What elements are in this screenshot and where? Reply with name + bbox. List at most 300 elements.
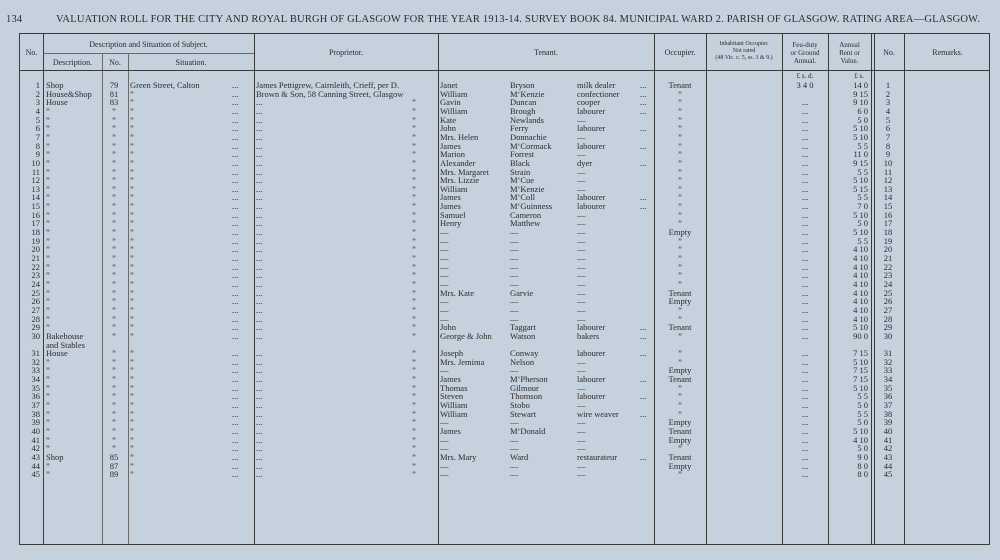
cell-feu: ... — [801, 461, 809, 471]
cell-sit: ” — [130, 106, 134, 116]
cell-dno: ” — [112, 314, 116, 324]
cell-pd: ” — [412, 202, 416, 212]
cell-feu: ... — [801, 115, 809, 125]
cell-dno: ” — [112, 427, 116, 436]
cell-no: 26 — [31, 297, 40, 307]
table-row — [20, 185, 991, 194]
cell-sit: ” — [130, 461, 134, 471]
col-rent-2: Rent or — [839, 49, 860, 57]
cell-pd: ” — [412, 314, 416, 324]
cell-n2: 1 — [885, 81, 891, 90]
cell-occupier: ” — [678, 158, 682, 168]
cell-n2: 7 — [885, 132, 891, 142]
cell-first: Mrs. Kate — [440, 288, 474, 298]
cell-n2: 3 — [885, 98, 891, 108]
cell-feu: ... — [801, 323, 809, 333]
cell-occupier: ” — [678, 262, 682, 272]
cell-prop: ... — [256, 375, 263, 385]
cell-prop: ... — [256, 132, 263, 142]
cell-feu: ... — [801, 245, 809, 255]
cell-sur: Ward — [510, 452, 529, 462]
table-row — [20, 133, 991, 142]
cell-no: 37 — [31, 401, 40, 411]
rent-currency: £ s. — [854, 72, 864, 80]
col-feu-3: Annual. — [793, 57, 817, 65]
cell-sit: ” — [130, 366, 134, 376]
cell-occ: labourer — [577, 375, 606, 385]
cell-sur: Duncan — [510, 98, 537, 108]
cell-first: Alexander — [440, 158, 476, 168]
cell-feu: ... — [801, 202, 809, 212]
cell-occupier: ” — [678, 132, 682, 142]
cell-n2: 35 — [883, 383, 893, 393]
cell-sd: ... — [232, 254, 239, 263]
cell-prop: ... — [256, 141, 263, 151]
cell-desc: ” — [46, 357, 50, 367]
cell-od: ... — [640, 81, 647, 90]
cell-no: 25 — [31, 288, 40, 298]
cell-occ: — — [577, 254, 586, 263]
cell-first: — — [440, 470, 449, 480]
cell-od: ... — [640, 392, 647, 402]
cell-occ: — — [577, 228, 586, 238]
cell-rent: 4 10 — [853, 314, 868, 324]
cell-sd: ... — [232, 81, 239, 90]
cell-first: George & John — [440, 331, 492, 341]
cell-sit: ” — [130, 392, 134, 402]
table-row — [20, 245, 991, 254]
cell-sd: ... — [232, 409, 239, 419]
cell-sit: ” — [130, 314, 134, 324]
table-row — [20, 349, 991, 358]
cell-feu: ... — [801, 366, 809, 376]
cell-n2: 34 — [883, 375, 893, 385]
cell-first: Mrs. Lizzie — [440, 176, 480, 186]
cell-first: — — [440, 254, 449, 263]
cell-n2: 27 — [883, 305, 893, 315]
cell-no: 9 — [35, 150, 40, 160]
cell-sd: ... — [232, 452, 239, 462]
cell-n2: 31 — [883, 349, 893, 359]
cell-feu: ... — [801, 375, 809, 385]
cell-pd: ” — [412, 193, 416, 203]
cell-feu: ... — [801, 392, 809, 402]
table-row — [20, 176, 991, 185]
cell-sd: ... — [232, 323, 239, 333]
col-occupier: Occupier. — [664, 48, 696, 57]
cell-first: — — [440, 262, 449, 272]
cell-desc: ” — [46, 184, 50, 194]
cell-prop: ... — [256, 401, 263, 411]
cell-pd: ” — [412, 98, 416, 108]
cell-sd: ... — [232, 401, 239, 411]
cell-desc: ” — [46, 106, 50, 116]
cell-n2: 11 — [883, 167, 893, 177]
cell-rent: 4 10 — [853, 305, 868, 315]
cell-sit: ” — [130, 383, 134, 393]
cell-first: — — [440, 444, 449, 454]
cell-first: William — [440, 106, 468, 116]
table-row — [20, 375, 991, 384]
cell-sur: — — [510, 314, 519, 324]
cell-rent: 5 10 — [853, 132, 868, 142]
cell-sit: ” — [130, 444, 134, 454]
cell-pd: ” — [412, 401, 416, 411]
cell-occ: — — [577, 279, 586, 289]
cell-rent: 5 0 — [857, 418, 868, 428]
cell-occupier: ” — [678, 279, 682, 289]
cell-first: Thomas — [440, 383, 468, 393]
cell-sit: ” — [130, 158, 134, 168]
cell-prop: ... — [256, 245, 263, 255]
cell-rent: 5 10 — [853, 323, 868, 333]
cell-first: Joseph — [440, 349, 464, 359]
cell-prop: ... — [256, 383, 263, 393]
table-row — [20, 436, 991, 445]
cell-occupier: Empty — [668, 461, 692, 471]
cell-no: 29 — [31, 323, 40, 333]
cell-occ: labourer — [577, 349, 606, 359]
cell-prop: ... — [256, 124, 263, 134]
cell-sur: M‘Donald — [510, 427, 546, 436]
cell-pd: ” — [412, 452, 416, 462]
cell-no: 45 — [31, 470, 40, 480]
cell-sur: — — [510, 236, 519, 246]
cell-rent: 5 0 — [857, 219, 868, 229]
cell-sit: ” — [130, 98, 134, 108]
cell-no: 27 — [31, 305, 40, 315]
cell-sit: ” — [130, 236, 134, 246]
cell-no: 4 — [35, 106, 40, 116]
cell-sit: ” — [130, 375, 134, 385]
cell-occ: — — [577, 176, 586, 186]
cell-sd: ... — [232, 228, 239, 238]
cell-first: John — [440, 323, 457, 333]
cell-first: — — [440, 435, 449, 445]
cell-prop: ... — [256, 331, 263, 341]
table-row — [20, 444, 991, 453]
cell-feu: ... — [801, 150, 809, 160]
cell-occ: — — [577, 297, 586, 307]
cell-dno: ” — [112, 167, 116, 177]
cell-dno: ” — [112, 349, 116, 359]
cell-prop: ... — [256, 366, 263, 376]
col-inhabitant-2: Not rated — [732, 48, 756, 54]
cell-no: 5 — [35, 115, 40, 125]
table-row — [20, 297, 991, 306]
col-feu-1: Feu-duty — [792, 41, 818, 49]
cell-sit: ” — [130, 115, 134, 125]
cell-occ: — — [577, 418, 586, 428]
cell-first: — — [440, 418, 449, 428]
cell-rent: 5 5 — [857, 409, 868, 419]
table-row — [20, 142, 991, 151]
cell-first: Mrs. Margaret — [440, 167, 489, 177]
cell-sd: ... — [232, 202, 239, 212]
cell-desc: ” — [46, 150, 50, 160]
cell-occupier: ” — [678, 444, 682, 454]
cell-no: 41 — [31, 435, 40, 445]
cell-sur: — — [510, 245, 519, 255]
cell-desc: ” — [46, 193, 50, 203]
cell-dno: ” — [112, 132, 116, 142]
cell-dno: 89 — [109, 470, 119, 480]
rule — [43, 53, 254, 54]
cell-sd: ... — [232, 418, 239, 428]
cell-feu: ... — [801, 184, 809, 194]
cell-sit: ” — [130, 323, 134, 333]
cell-sit: ” — [130, 254, 134, 263]
cell-sit: ” — [130, 89, 134, 99]
cell-desc: ” — [46, 262, 50, 272]
cell-prop: ... — [256, 452, 263, 462]
cell-rent: 9 15 — [853, 89, 868, 99]
cell-dno: ” — [112, 357, 116, 367]
cell-first: — — [440, 461, 449, 471]
cell-pd: ” — [412, 427, 416, 436]
cell-feu: ... — [801, 141, 809, 151]
cell-n2: 4 — [885, 106, 891, 116]
table-row — [20, 470, 991, 479]
cell-desc: ” — [46, 279, 50, 289]
rule — [20, 70, 989, 71]
cell-feu: ... — [801, 279, 809, 289]
table-row — [20, 228, 991, 237]
cell-pd: ” — [412, 245, 416, 255]
cell-prop: ... — [256, 150, 263, 160]
cell-rent: 14 0 — [853, 81, 868, 90]
cell-first: — — [440, 245, 449, 255]
cell-rent: 4 10 — [853, 297, 868, 307]
cell-rent: 5 0 — [857, 444, 868, 454]
cell-occupier: ” — [678, 106, 682, 116]
cell-prop: ... — [256, 115, 263, 125]
cell-sur: — — [510, 279, 519, 289]
cell-pd: ” — [412, 392, 416, 402]
cell-dno: ” — [112, 418, 116, 428]
cell-sur: M‘Pherson — [510, 375, 548, 385]
cell-sur: Newlands — [510, 115, 544, 125]
cell-occ: cooper — [577, 98, 601, 108]
cell-n2: 16 — [883, 210, 893, 220]
cell-desc: ” — [46, 202, 50, 212]
cell-desc: ” — [46, 228, 50, 238]
cell-od: ... — [640, 193, 647, 203]
cell-pd: ” — [412, 150, 416, 160]
cell-occupier: ” — [678, 349, 682, 359]
cell-sit: ” — [130, 279, 134, 289]
cell-n2: 24 — [883, 279, 893, 289]
cell-od: ... — [640, 158, 647, 168]
cell-sur: M‘Cue — [510, 176, 535, 186]
cell-pd: ” — [412, 132, 416, 142]
cell-dno: ” — [112, 115, 116, 125]
col-inhabitant-3: (48 Vic. c. 5, ss. 3 & 9.) — [715, 55, 773, 61]
cell-first: James — [440, 141, 461, 151]
cell-dno: ” — [112, 392, 116, 402]
cell-feu: ... — [801, 262, 809, 272]
cell-no: 38 — [31, 409, 40, 419]
cell-first: William — [440, 409, 468, 419]
cell-sur: — — [510, 444, 519, 454]
cell-desc: ” — [46, 236, 50, 246]
cell-occ: confectioner — [577, 89, 620, 99]
cell-no: 14 — [31, 193, 40, 203]
cell-pd: ” — [412, 435, 416, 445]
cell-first: Steven — [440, 392, 464, 402]
cell-first: — — [440, 271, 449, 281]
cell-pd: ” — [412, 184, 416, 194]
cell-sur: M‘Coll — [510, 193, 536, 203]
cell-sur: Garvie — [510, 288, 534, 298]
cell-dno: ” — [112, 106, 116, 116]
cell-dno: 87 — [109, 461, 119, 471]
cell-rent: 5 5 — [857, 141, 868, 151]
cell-no: 21 — [31, 254, 40, 263]
cell-n2: 25 — [883, 288, 893, 298]
table-row — [20, 271, 991, 280]
cell-occupier: ” — [678, 383, 682, 393]
cell-prop: ... — [256, 262, 263, 272]
cell-first: Janet — [440, 81, 458, 90]
cell-feu: ... — [801, 357, 809, 367]
cell-pd: ” — [412, 288, 416, 298]
cell-pd: ” — [412, 219, 416, 229]
cell-feu: ... — [801, 427, 809, 436]
cell-sd: ... — [232, 392, 239, 402]
cell-sd: ... — [232, 331, 239, 341]
cell-first: James — [440, 427, 461, 436]
cell-rent: 9 15 — [853, 158, 868, 168]
cell-occ: — — [577, 314, 586, 324]
cell-feu: ... — [801, 305, 809, 315]
cell-occ: — — [577, 435, 586, 445]
cell-occupier: Empty — [668, 435, 692, 445]
cell-sd: ... — [232, 383, 239, 393]
table-row — [20, 323, 991, 332]
cell-dno: ” — [112, 435, 116, 445]
cell-occ: labourer — [577, 202, 606, 212]
cell-sit: ” — [130, 305, 134, 315]
cell-no: 32 — [31, 357, 40, 367]
cell-desc: ” — [46, 132, 50, 142]
cell-occ: — — [577, 271, 586, 281]
cell-od: ... — [640, 89, 647, 99]
table-row — [20, 116, 991, 125]
cell-no: 12 — [31, 176, 40, 186]
table-row — [20, 401, 991, 410]
cell-rent: 5 10 — [853, 210, 868, 220]
cell-rent: 5 5 — [857, 193, 868, 203]
cell-pd: ” — [412, 271, 416, 281]
cell-occupier: ” — [678, 89, 682, 99]
cell-sd: ... — [232, 176, 239, 186]
cell-occ: — — [577, 132, 586, 142]
cell-od: ... — [640, 106, 647, 116]
cell-desc: ” — [46, 254, 50, 263]
cell-first: — — [440, 366, 449, 376]
cell-sd: ... — [232, 98, 239, 108]
cell-no: 11 — [31, 167, 40, 177]
cell-prop: ... — [256, 210, 263, 220]
cell-occ: — — [577, 210, 586, 220]
cell-prop: ... — [256, 444, 263, 454]
cell-feu: ... — [801, 219, 809, 229]
cell-dno: ” — [112, 124, 116, 134]
cell-feu: ... — [801, 158, 809, 168]
cell-sit: ” — [130, 427, 134, 436]
cell-prop: ... — [256, 193, 263, 203]
cell-desc: ” — [46, 383, 50, 393]
cell-no: 22 — [31, 262, 40, 272]
cell-n2: 44 — [883, 461, 893, 471]
cell-n2: 12 — [883, 176, 893, 186]
cell-pd: ” — [412, 331, 416, 341]
cell-sit: ” — [130, 245, 134, 255]
cell-sit: ” — [130, 452, 134, 462]
cell-no: 18 — [31, 228, 40, 238]
cell-no: 42 — [31, 444, 40, 454]
cell-feu: ... — [801, 444, 809, 454]
cell-desc: ” — [46, 158, 50, 168]
cell-sur: Cameron — [510, 210, 542, 220]
cell-occupier: ” — [678, 210, 682, 220]
cell-sd: ... — [232, 150, 239, 160]
cell-od: ... — [640, 409, 647, 419]
cell-prop: ... — [256, 418, 263, 428]
cell-feu: ... — [801, 167, 809, 177]
cell-pd: ” — [412, 106, 416, 116]
cell-desc: ” — [46, 392, 50, 402]
cell-first: — — [440, 236, 449, 246]
cell-rent: 5 10 — [853, 357, 868, 367]
cell-sd: ... — [232, 279, 239, 289]
cell-sd: ... — [232, 158, 239, 168]
cell-desc: ” — [46, 470, 50, 480]
cell-sit: ” — [130, 401, 134, 411]
cell-rent: 5 10 — [853, 383, 868, 393]
cell-pd: ” — [412, 470, 416, 480]
cell-rent: 4 10 — [853, 245, 868, 255]
cell-n2: 38 — [883, 409, 893, 419]
cell-no: 23 — [31, 271, 40, 281]
cell-dno: ” — [112, 288, 116, 298]
cell-sit: ” — [130, 150, 134, 160]
cell-sur: Taggart — [510, 323, 536, 333]
cell-sit: ” — [130, 228, 134, 238]
currency-headings — [20, 72, 991, 81]
cell-sit: ” — [130, 331, 134, 341]
cell-feu: ... — [801, 418, 809, 428]
page-title: VALUATION ROLL FOR THE CITY AND ROYAL BURGH OF GLASGOW FOR THE YEAR 1913-14. SURVEY BOOK 84. MUNICIPAL WARD 2. PARISH OF GLASGOW. RATING AREA—GLASGOW. — [56, 14, 981, 25]
cell-sur: — — [510, 271, 519, 281]
cell-no: 35 — [31, 383, 40, 393]
cell-desc: ” — [46, 375, 50, 385]
cell-prop: ... — [256, 409, 263, 419]
cell-n2: 21 — [883, 254, 893, 263]
cell-desc: ” — [46, 167, 50, 177]
cell-occ: — — [577, 366, 586, 376]
cell-dno: ” — [112, 444, 116, 454]
cell-feu: ... — [801, 236, 809, 246]
cell-feu: ... — [801, 383, 809, 393]
table-row — [20, 418, 991, 427]
cell-prop: ... — [256, 288, 263, 298]
cell-no: 36 — [31, 392, 40, 402]
cell-occupier: Tenant — [668, 452, 692, 462]
cell-sur: Strain — [510, 167, 531, 177]
cell-occ: — — [577, 219, 586, 229]
